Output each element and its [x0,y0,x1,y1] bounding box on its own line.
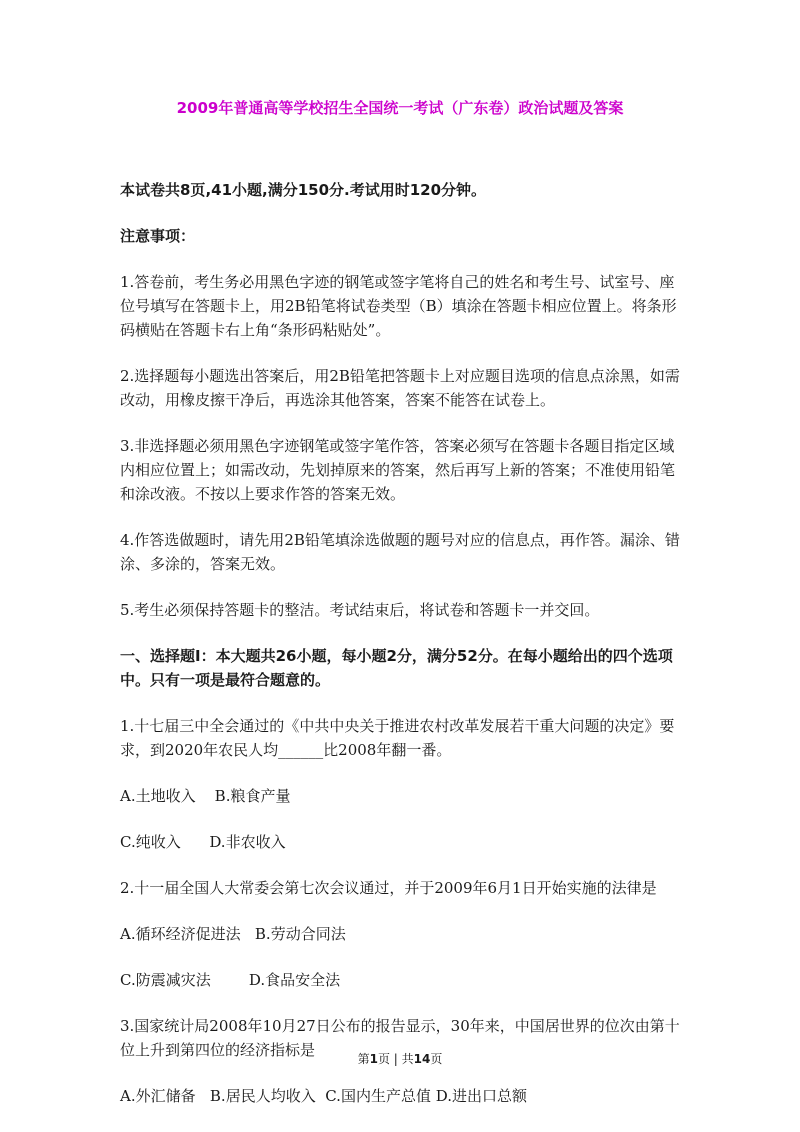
question-options: A.循环经济促进法 B.劳动合同法 [120,925,346,943]
question-stem: 2.十一届全国人大常委会第七次会议通过，并于2009年6月1日开始实施的法律是 [120,879,657,897]
question-options: A.土地收入 B.粮食产量 [120,787,291,805]
notice-item: 4.作答选做题时，请先用2B铅笔填涂选做题的题号对应的信息点，再作答。漏涂、错涂、多涂的，答案无效。 [120,531,680,573]
footer-suffix: 页 [430,1052,443,1066]
footer-mid: 页 | 共 [377,1052,414,1066]
document-title: 2009年普通高等学校招生全国统一考试（广东卷）政治试题及答案 [176,99,624,117]
notice-item: 1.答卷前，考生务必用黑色字迹的钢笔或签字笔将自己的姓名和考生号、试室号、座位号填写在答题卡上，用2B铅笔将试卷类型（B）填涂在答题卡相应位置上。将条形码横贴在答题卡右上角“条形码粘贴处”。 [120,273,677,339]
section-heading: 一、选择题Ⅰ：本大题共26小题，每小题2分，满分52分。在每小题给出的四个选项中。只有一项是最符合题意的。 [120,647,673,689]
notice-item: 2.选择题每小题选出答案后，用2B铅笔把答题卡上对应题目选项的信息点涂黑，如需改动，用橡皮擦干净后，再选涂其他答案，答案不能答在试卷上。 [120,367,680,409]
notice-item: 5.考生必须保持答题卡的整洁。考试结束后，将试卷和答题卡一并交回。 [120,601,600,619]
notice-heading: 注意事项： [120,227,196,245]
question-options: A.外汇储备 B.居民人均收入 C.国内生产总值 D.进出口总额 [120,1087,527,1105]
exam-intro: 本试卷共8页,41小题,满分150分.考试用时120分钟。 [120,181,487,199]
question-options: C.纯收入 D.非农收入 [120,833,286,851]
document-body [120,178,685,1108]
question-options: C.防震减灾法 D.食品安全法 [120,971,341,989]
total-page-number: 14 [413,1052,431,1066]
footer-prefix: 第 [357,1052,370,1066]
notice-item: 3.非选择题必须用黑色字迹钢笔或签字笔作答，答案必须写在答题卡各题目指定区域内相应位置上；如需改动，先划掉原来的答案，然后再写上新的答案；不准使用铅笔和涂改液。不按以上要求作答的答案无效。 [120,437,676,503]
current-page-number: 1 [369,1052,378,1066]
page-footer [0,1050,800,1067]
question-stem: 1.十七届三中全会通过的《中共中央关于推进农村改革发展若干重大问题的决定》要求，到2020年农民人均______比2008年翻一番。 [120,717,675,759]
question-stem: 3.国家统计局2008年10月27日公布的报告显示，30年来，中国居世界的位次由第十位上升到第四位的经济指标是 [120,1017,680,1059]
